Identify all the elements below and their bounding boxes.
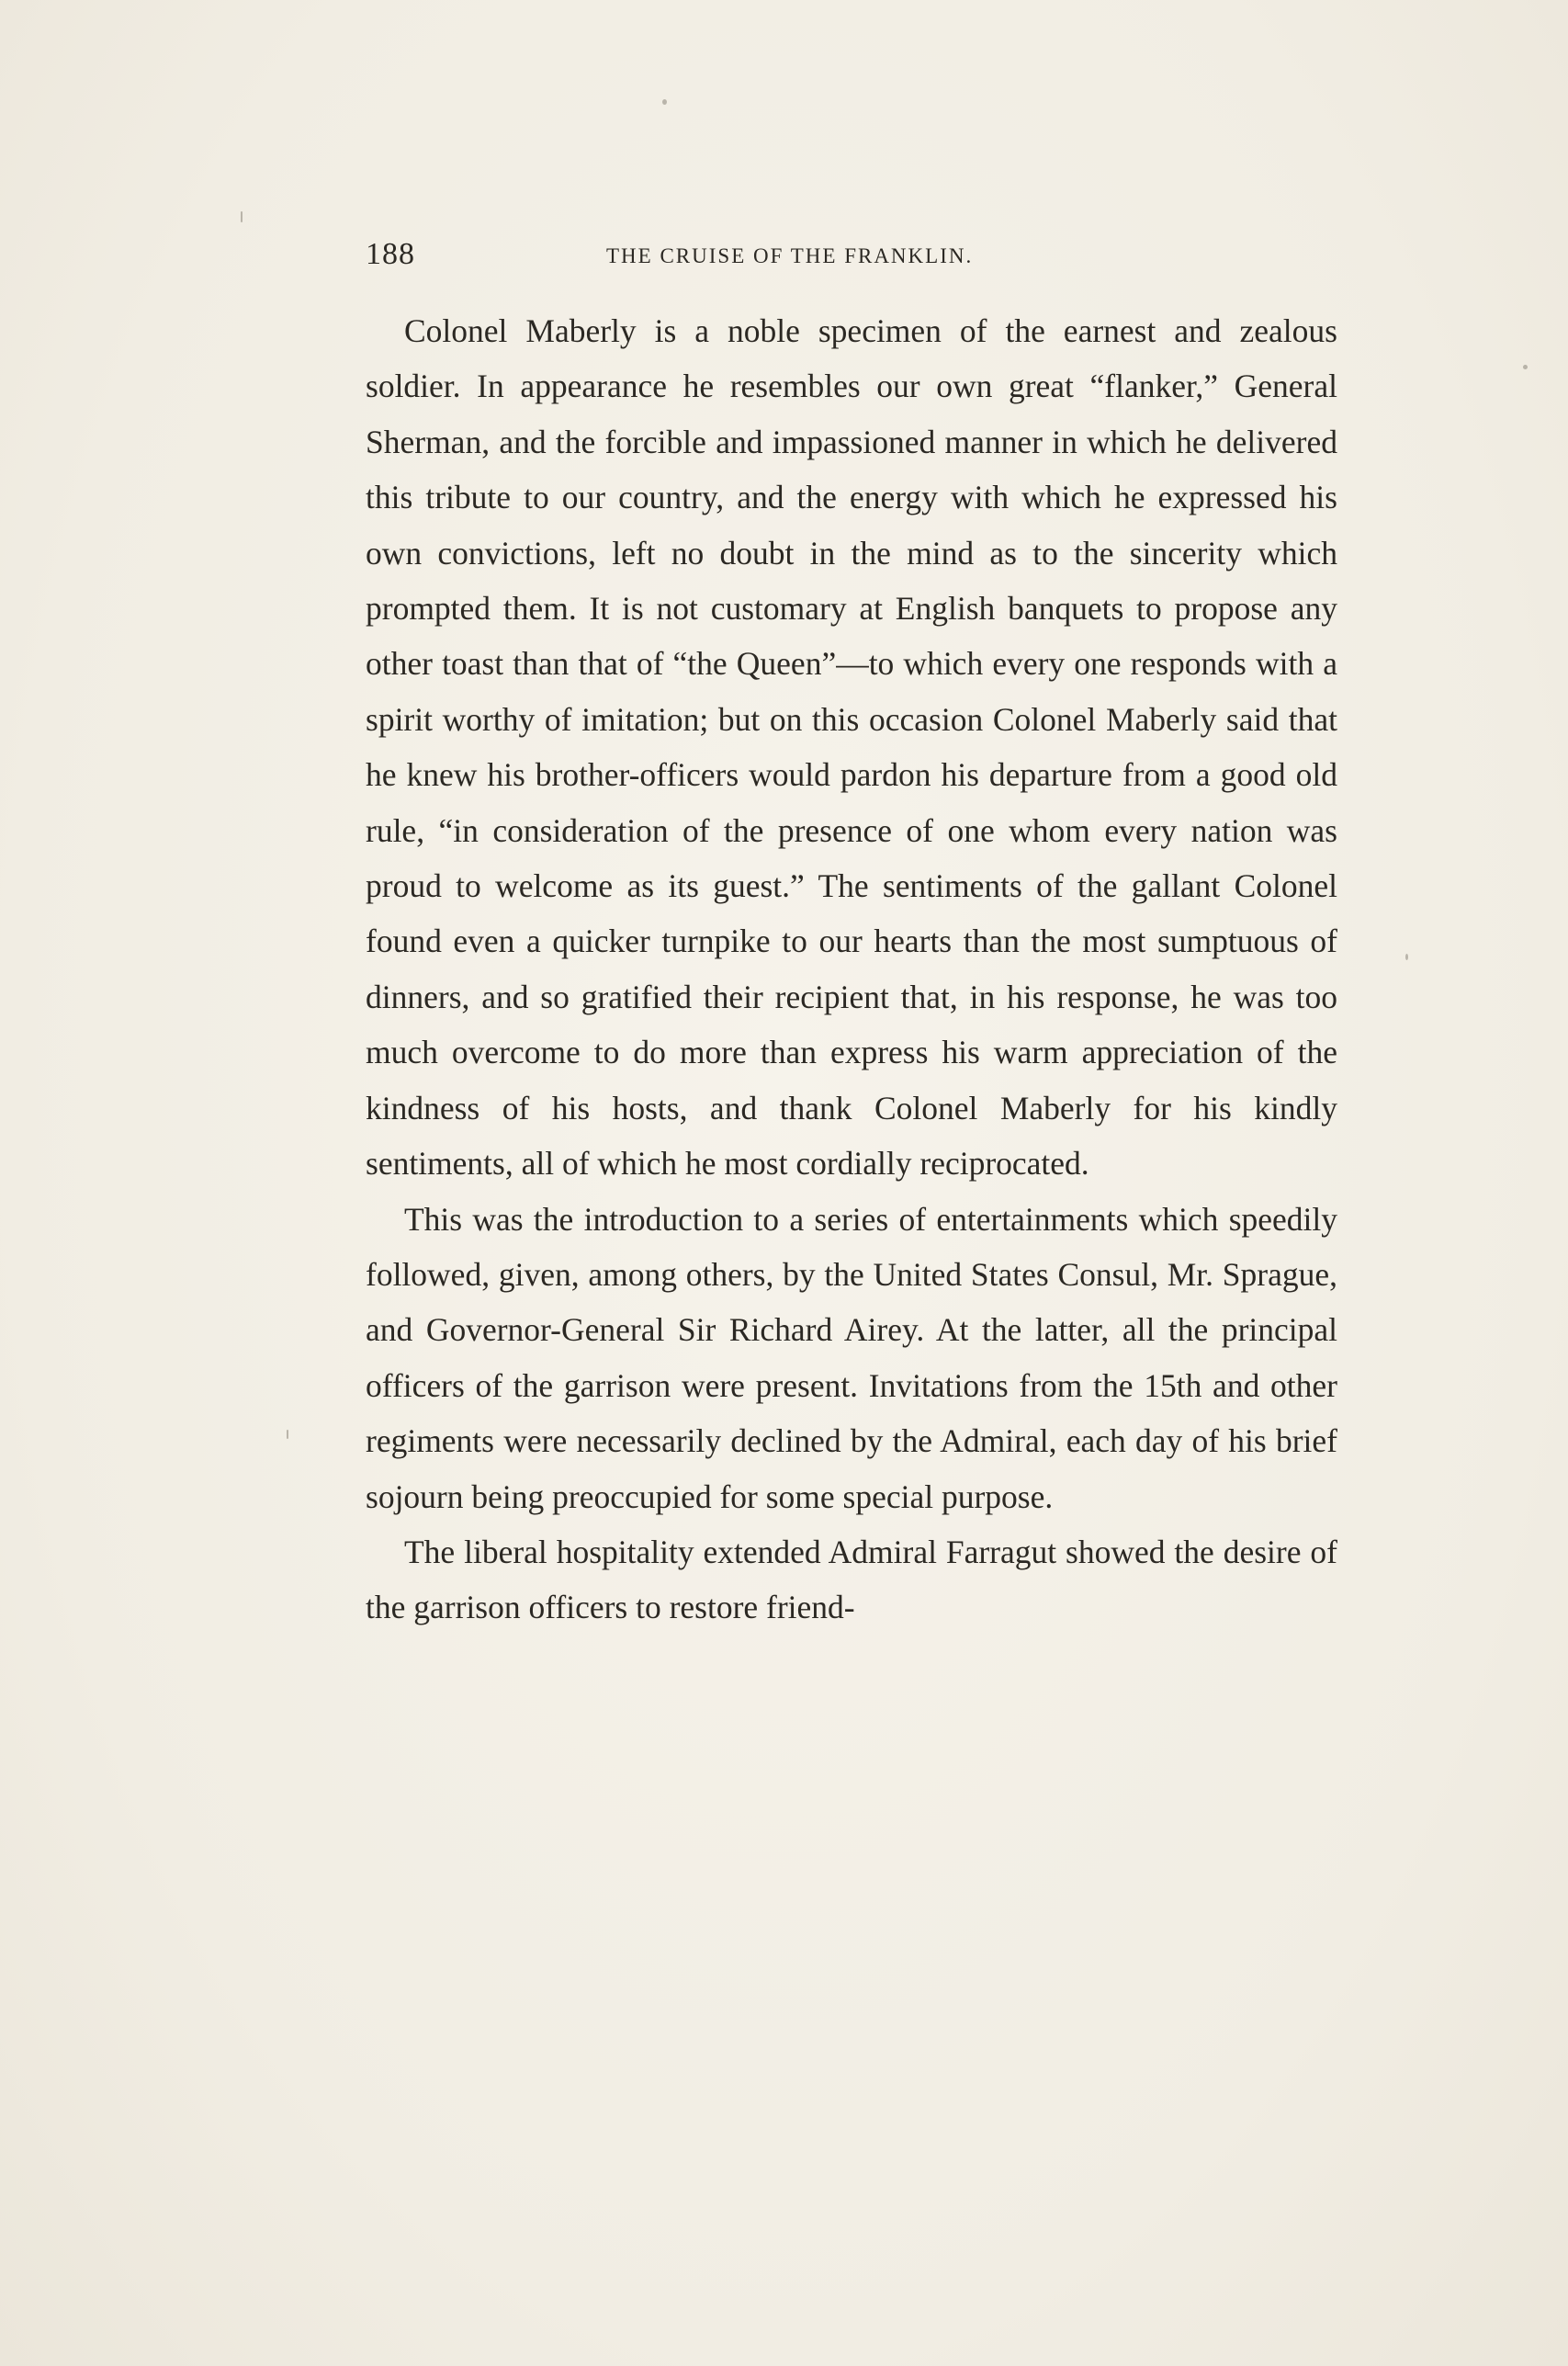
- paper-speck: [1405, 954, 1408, 960]
- paragraph: Colonel Maberly is a noble specimen of the earnest and zealous soldier. In appearance he resembles our own great “flanker,” General Sherman, and the forcible and impassioned manner in which he delivered this tribute to our country, and the energy with which he expressed his own convictions, left no doubt in the mind as to the sincerity which prompted them. It is not customary at English banquets to propose any other toast than that of “the Queen”—to which every one responds with a spirit worthy of imitation; but on this occasion Colonel Maberly said that he knew his brother-officers would pardon his departure from a good old rule, “in consideration of the presence of one whom every nation was proud to welcome as its guest.” The sentiments of the gallant Colonel found even a quicker turnpike to our hearts than the most sumptuous of dinners, and so gratified their recipient that, in his response, he was too much overcome to do more than express his warm appreciation of the kindness of his hosts, and thank Colonel Maberly for his kindly sentiments, all of which he most cordially reciprocated.: [366, 312, 1337, 1183]
- running-title: THE CRUISE OF THE FRANKLIN.: [606, 244, 974, 267]
- paragraph: The liberal hospitality extended Admiral Farragut showed the desire of the garrison officers to restore friend-: [366, 1533, 1337, 1626]
- paper-speck: [1523, 365, 1528, 369]
- page-header: [366, 237, 1284, 277]
- page-number: 188: [366, 237, 415, 271]
- paper-speck: [241, 211, 243, 222]
- paragraph: This was the introduction to a series of entertainments which speedily followed, given, among others, by the United States Consul, Mr. Sprague, and Governor-General Sir Richard Airey. At the latter, all the principal officers of the garrison were present. Invitations from the 15th and other regiments were necessarily declined by the Admiral, each day of his brief sojourn being preoccupied for some special purpose.: [366, 1200, 1337, 1515]
- paper-speck: [287, 1430, 288, 1439]
- body-text: [366, 303, 1337, 1636]
- paper-speck: [662, 99, 667, 105]
